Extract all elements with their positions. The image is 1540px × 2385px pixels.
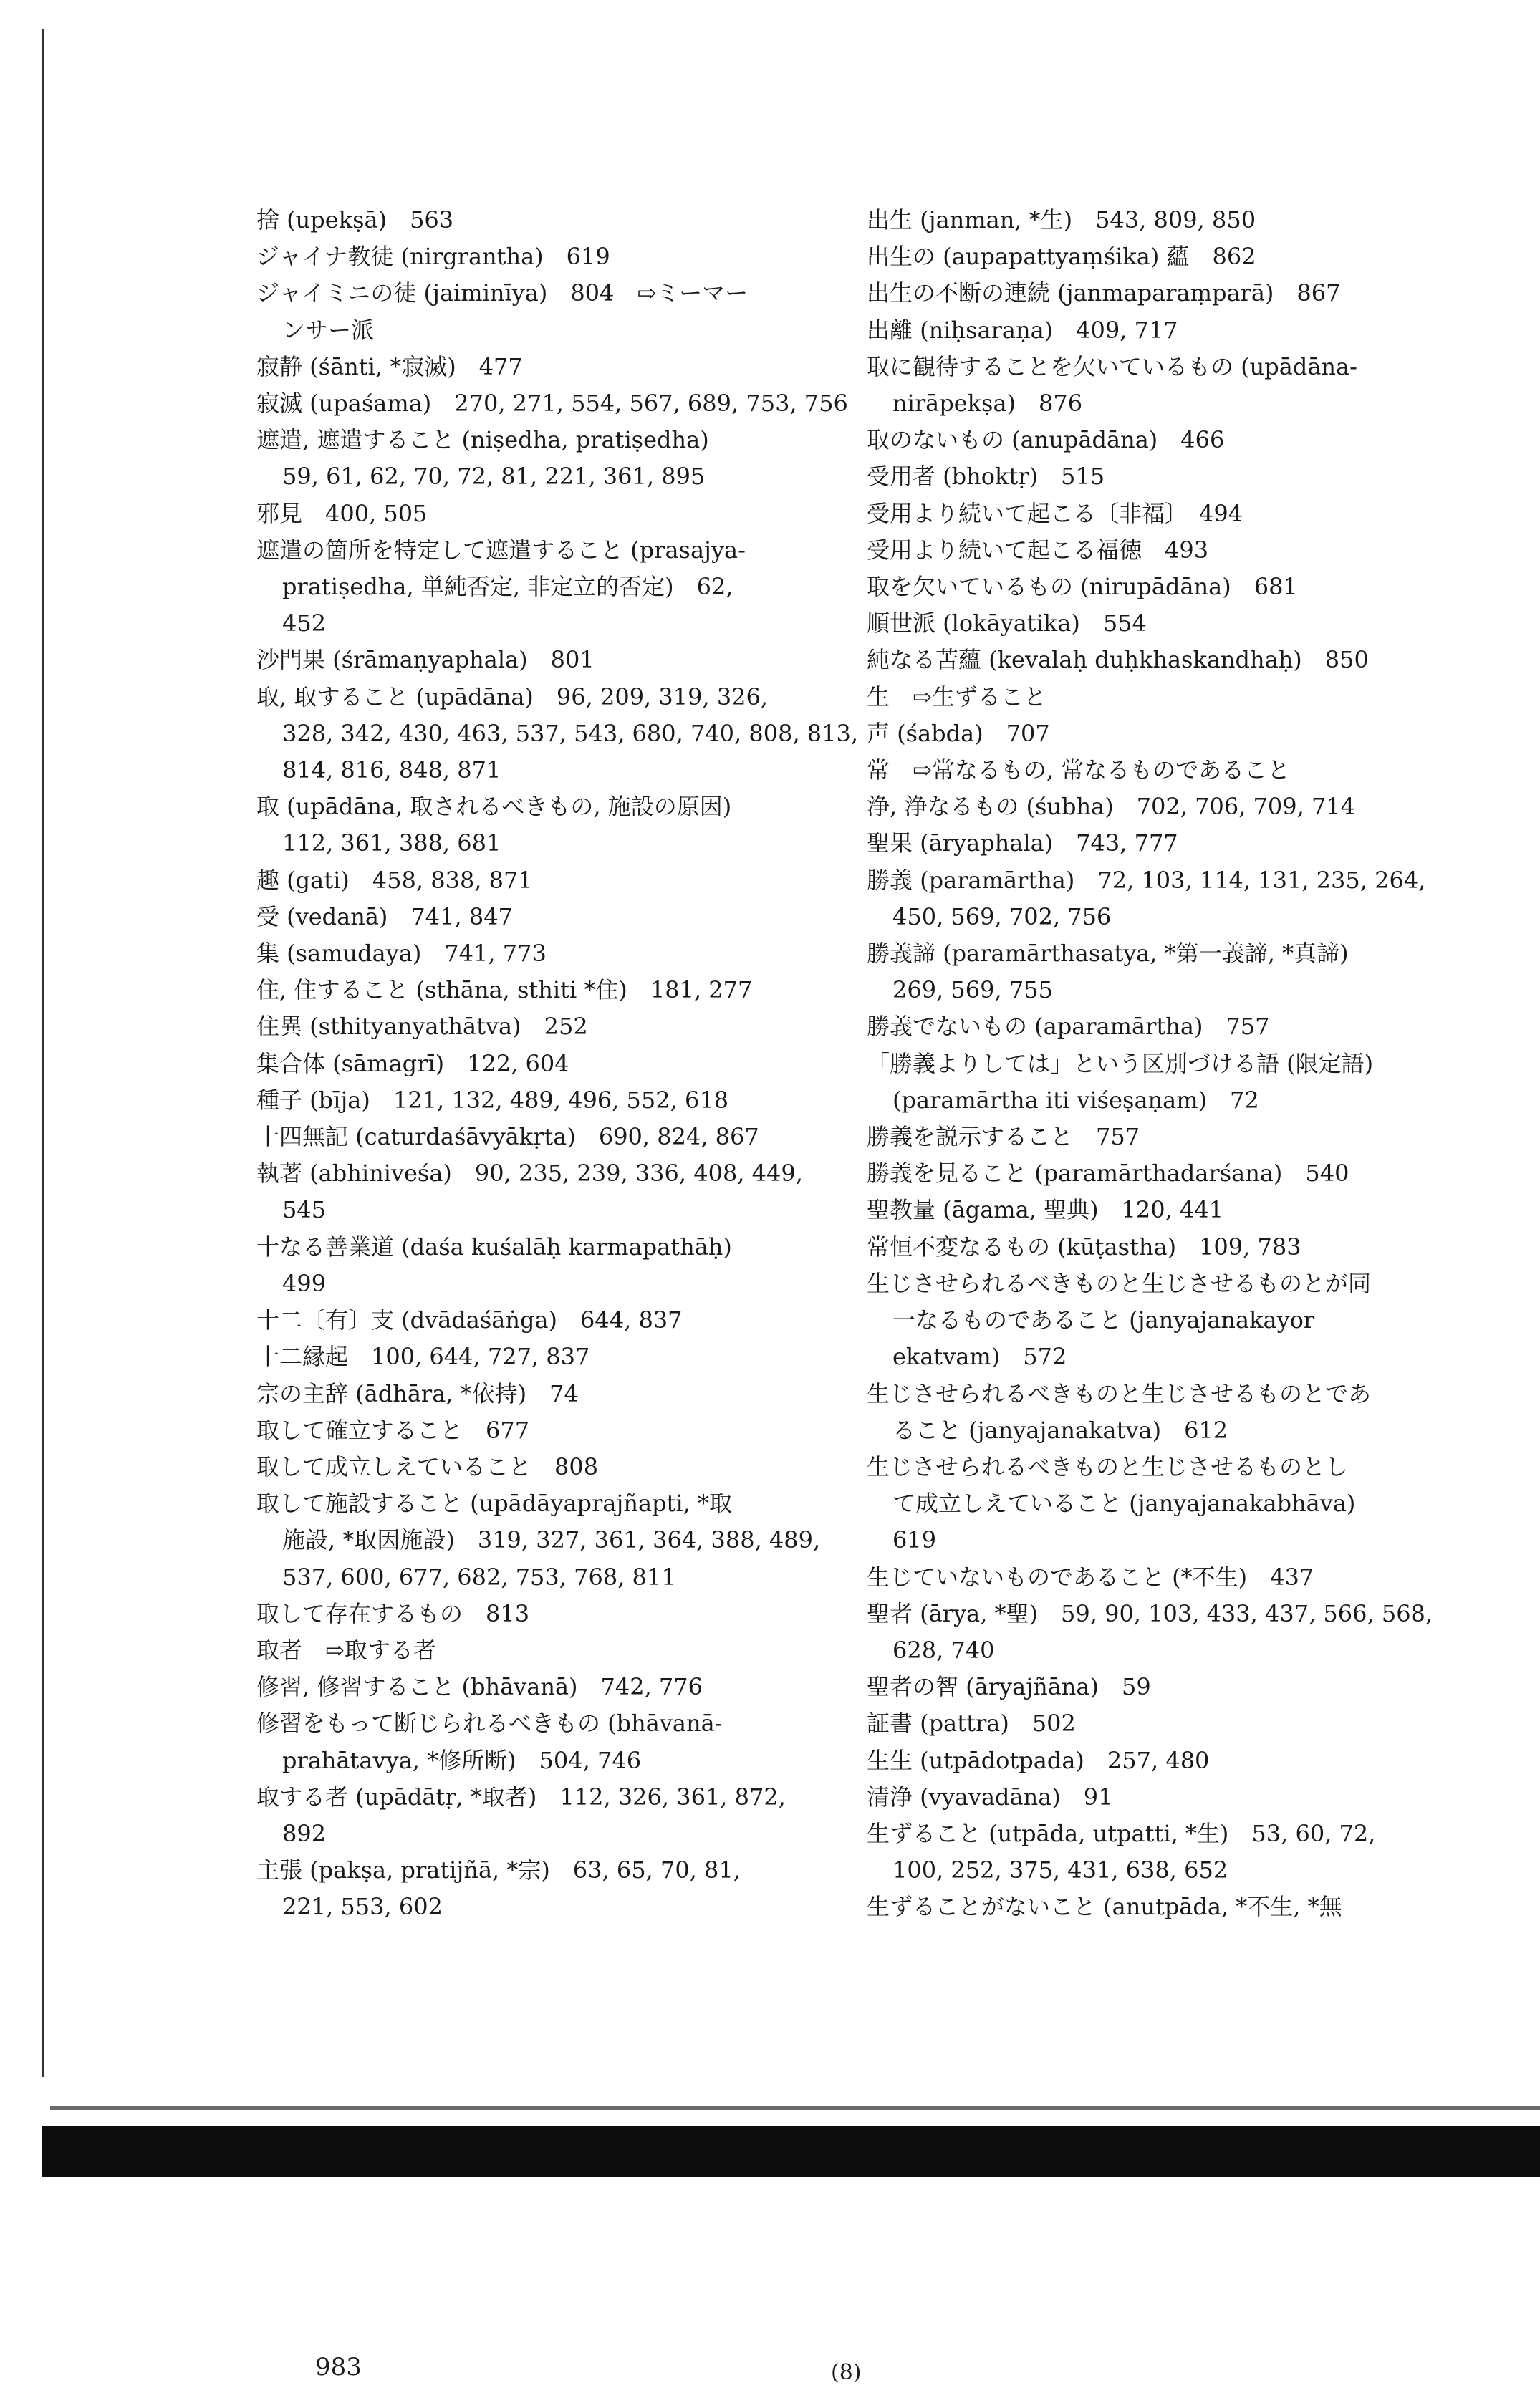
index-entry-line: 遮遣, 遮遣すること (niṣedha, pratiṣedha) <box>256 426 709 454</box>
index-entry-line: 執著 (abhiniveśa) 90, 235, 239, 336, 408, 449, <box>256 1160 803 1187</box>
scan-bottom-line <box>50 2106 1540 2110</box>
index-entry <box>256 1229 829 1302</box>
index-entry-line: 宗の主辞 (ādhāra, *依持) 74 <box>256 1379 579 1407</box>
index-entry-line: 住, 住すること (sthāna, sthiti *住) 181, 277 <box>256 976 753 1004</box>
index-entry-line: 十二〔有〕支 (dvādaśāṅga) 644, 837 <box>256 1306 683 1334</box>
index-entry-line: 取, 取すること (upādāna) 96, 209, 319, 326, <box>256 683 769 710</box>
index-entry-line: 取 (upādāna, 取されるべきもの, 施設の原因) <box>256 793 732 821</box>
index-entry <box>867 1559 1440 1596</box>
index-entry-line: 生 ⇨生ずること <box>867 683 1046 710</box>
index-entry <box>256 1485 829 1596</box>
index-entry <box>256 385 848 422</box>
index-entry-line: 純なる苦蘊 (kevalaḥ duḥkhaskandhaḥ) 850 <box>867 646 1369 674</box>
index-entry <box>867 752 1440 789</box>
index-entry-line: 出生の (aupapattyaṃśika) 蘊 862 <box>867 243 1256 271</box>
index-entry-line: ジャイナ教徒 (nirgrantha) 619 <box>256 243 610 271</box>
index-entry <box>256 1449 829 1485</box>
index-entry-continuation: 499 <box>282 1269 327 1297</box>
index-entry-line: 常恒不変なるもの (kūṭastha) 109, 783 <box>867 1233 1301 1261</box>
index-entry <box>256 1376 829 1412</box>
index-entry <box>867 605 1440 642</box>
index-entry <box>256 789 829 862</box>
index-entry <box>256 1669 829 1705</box>
index-entry-continuation: 814, 816, 848, 871 <box>282 756 501 784</box>
index-entry-line: 聖者 (ārya, *聖) 59, 90, 103, 433, 437, 566, 568, <box>867 1599 1433 1627</box>
index-entry-continuation: 221, 553, 602 <box>282 1893 443 1921</box>
index-entry-line: 十二縁起 100, 644, 727, 837 <box>256 1343 590 1371</box>
index-entry-continuation: 537, 600, 677, 682, 753, 768, 811 <box>282 1563 676 1591</box>
index-entry <box>256 1339 829 1375</box>
index-entry <box>256 1046 829 1082</box>
index-entry-line: 聖教量 (āgama, 聖典) 120, 441 <box>867 1196 1224 1224</box>
index-entry-continuation: 59, 61, 62, 70, 72, 81, 221, 361, 895 <box>282 463 706 491</box>
index-entry-continuation: (paramārtha iti viśeṣaṇam) 72 <box>892 1086 1259 1114</box>
index-entry <box>256 202 829 238</box>
index-entry <box>256 1779 829 1852</box>
page-number: 983 <box>315 2353 362 2381</box>
index-entry-continuation: て成立しえていること (janyajanakabhāva) <box>892 1490 1356 1518</box>
index-entry-line: 浄, 浄なるもの (śubha) 702, 706, 709, 714 <box>867 793 1356 821</box>
index-entry-line: 取して成立しえていること 808 <box>256 1452 599 1480</box>
index-entry-line: 十四無記 (caturdaśāvyākṛta) 690, 824, 867 <box>256 1123 759 1151</box>
index-entry-continuation: 892 <box>282 1819 327 1847</box>
index-entry-line: 修習, 修習すること (bhāvanā) 742, 776 <box>256 1673 703 1701</box>
index-entry <box>867 532 1440 569</box>
index-entry <box>867 312 1440 349</box>
scan-bottom-edge <box>42 2126 1540 2177</box>
index-entry-line: 勝義を説示すること 757 <box>867 1123 1140 1151</box>
index-entry <box>867 1266 1440 1376</box>
index-entry-line: 遮遣の箇所を特定して遮遣すること (prasajya- <box>256 536 746 564</box>
index-entry-line: 聖者の智 (āryajñāna) 59 <box>867 1673 1151 1701</box>
index-entry-line: 勝義でないもの (aparamārtha) 757 <box>867 1013 1270 1041</box>
index-entry-continuation: ンサー派 <box>282 316 375 344</box>
index-column-right <box>867 202 1440 1926</box>
index-entry <box>867 1705 1440 1742</box>
index-entry <box>256 1302 829 1339</box>
index-column-left <box>256 202 859 1926</box>
index-entry-line: 生じさせられるべきものと生じさせるものとが同 <box>867 1269 1372 1297</box>
index-entry <box>256 1705 829 1778</box>
index-entry <box>867 1449 1440 1559</box>
index-entry <box>256 1412 829 1449</box>
index-entry <box>867 1046 1440 1119</box>
index-entry <box>867 1889 1440 1925</box>
index-entry-line: 取して確立すること 677 <box>256 1416 530 1444</box>
index-entry <box>867 496 1440 532</box>
index-entry-continuation: 450, 569, 702, 756 <box>892 902 1112 930</box>
index-entry-continuation: 100, 252, 375, 431, 638, 652 <box>892 1856 1228 1884</box>
index-entry <box>867 679 1440 716</box>
index-entry-line: ジャイミニの徒 (jaiminīya) 804 ⇨ミーマー <box>256 279 749 307</box>
index-entry-line: 順世派 (lokāyatika) 554 <box>867 610 1147 637</box>
index-entry-continuation: 619 <box>892 1526 937 1554</box>
index-entry-continuation: 328, 342, 430, 463, 537, 543, 680, 740, 808, 813, <box>282 719 859 747</box>
index-entry <box>867 1229 1440 1266</box>
index-entry-line: 勝義 (paramārtha) 72, 103, 114, 131, 235, 264, <box>867 866 1426 894</box>
index-entry-continuation: 628, 740 <box>892 1636 995 1664</box>
index-entry-continuation: ekatvam) 572 <box>892 1343 1067 1371</box>
index-entry-line: 取する者 (upādātṛ, *取者) 112, 326, 361, 872, <box>256 1783 786 1811</box>
index-entry <box>256 935 829 972</box>
index-entry <box>256 899 829 935</box>
index-entry-line: 邪見 400, 505 <box>256 499 428 527</box>
index-entry <box>867 1816 1440 1889</box>
index-entry-line: 清浄 (vyavadāna) 91 <box>867 1783 1113 1811</box>
index-entry <box>867 1119 1440 1155</box>
index-entry-continuation: 施設, *取因施設) 319, 327, 361, 364, 388, 489, <box>282 1526 821 1554</box>
index-entry-line: 種子 (bīja) 121, 132, 489, 496, 552, 618 <box>256 1086 729 1114</box>
index-entry <box>256 349 829 385</box>
index-entry-continuation: 452 <box>282 610 327 637</box>
index-entry-continuation: prahātavya, *修所断) 504, 746 <box>282 1746 642 1774</box>
index-entry-line: 生ずることがないこと (anutpāda, *不生, *無 <box>867 1893 1342 1921</box>
index-entry <box>256 1082 829 1119</box>
index-entry <box>867 1376 1440 1449</box>
index-entry <box>256 1008 829 1045</box>
index-entry-line: 出生 (janman, *生) 543, 809, 850 <box>867 206 1256 233</box>
index-entry-line: 取のないもの (anupādāna) 466 <box>867 426 1225 454</box>
index-entry-line: 主張 (pakṣa, pratijñā, *宗) 63, 65, 70, 81, <box>256 1856 741 1884</box>
index-entry <box>256 532 829 642</box>
index-entry-line: 生じていないものであること (*不生) 437 <box>867 1563 1314 1591</box>
index-entry <box>256 1596 829 1632</box>
index-entry <box>256 1852 829 1925</box>
index-entry-line: 沙門果 (śrāmaṇyaphala) 801 <box>256 646 595 674</box>
index-entry <box>256 238 829 275</box>
index-entry <box>867 1779 1440 1816</box>
index-entry-line: 十なる善業道 (daśa kuśalāḥ karmapathāḥ) <box>256 1233 732 1261</box>
index-entry-line: 勝義を見ること (paramārthadarśana) 540 <box>867 1160 1349 1187</box>
index-entry <box>867 935 1440 1008</box>
index-entry-line: 修習をもって断じられるべきもの (bhāvanā- <box>256 1710 723 1738</box>
index-entry-line: 集合体 (sāmagrī) 122, 604 <box>256 1049 569 1077</box>
index-entry <box>867 458 1440 495</box>
index-entry <box>256 1119 829 1155</box>
index-entry-line: 捨 (upekṣā) 563 <box>256 206 454 233</box>
index-entry <box>867 569 1440 605</box>
index-entry-line: 寂静 (śānti, *寂滅) 477 <box>256 352 523 380</box>
index-entry-line: 生じさせられるべきものと生じさせるものとであ <box>867 1379 1372 1407</box>
index-entry-line: 趣 (gati) 458, 838, 871 <box>256 866 533 894</box>
index-entry-line: 住異 (sthityanyathātva) 252 <box>256 1013 588 1041</box>
index-entry-line: 受用者 (bhoktṛ) 515 <box>867 463 1105 491</box>
index-entry-continuation: 545 <box>282 1196 327 1224</box>
index-entry-line: 取に観待することを欠いているもの (upādāna- <box>867 352 1357 380</box>
index-entry <box>867 1155 1440 1192</box>
index-entry-line: 勝義諦 (paramārthasatya, *第一義諦, *真諦) <box>867 940 1349 968</box>
index-entry <box>867 716 1440 752</box>
index-entry-line: 取して施設すること (upādāyaprajñapti, *取 <box>256 1490 732 1518</box>
index-entry-line: 声 (śabda) 707 <box>867 719 1050 747</box>
index-entry-line: 出離 (niḥsaraṇa) 409, 717 <box>867 316 1178 344</box>
index-entry <box>256 862 829 899</box>
index-entry <box>256 642 829 678</box>
index-entry-line: 聖果 (āryaphala) 743, 777 <box>867 829 1178 857</box>
index-entry-continuation: pratiṣedha, 単純否定, 非定立的否定) 62, <box>282 573 733 601</box>
index-entry-line: 集 (samudaya) 741, 773 <box>256 940 547 968</box>
folio-number: (8) <box>831 2360 862 2385</box>
index-entry-line: 生生 (utpādotpada) 257, 480 <box>867 1746 1210 1774</box>
index-entry <box>867 238 1440 275</box>
index-entry <box>256 275 829 348</box>
index-entry <box>256 1632 829 1669</box>
index-entry <box>256 1155 829 1228</box>
index-entry <box>867 1192 1440 1228</box>
index-entry <box>256 422 829 495</box>
index-entry <box>256 496 829 532</box>
index-entry-line: 受用より続いて起こる福徳 493 <box>867 536 1209 564</box>
index-entry-line: 生じさせられるべきものと生じさせるものとし <box>867 1452 1349 1480</box>
index-entry <box>867 275 1440 312</box>
index-entry-line: 取を欠いているもの (nirupādāna) 681 <box>867 573 1298 601</box>
index-entry <box>867 349 1440 422</box>
index-entry-line: 常 ⇨常なるもの, 常なるものであること <box>867 756 1291 784</box>
index-entry <box>867 422 1440 458</box>
index-entry-line: 証書 (pattra) 502 <box>867 1710 1076 1738</box>
index-entry-continuation: 112, 361, 388, 681 <box>282 829 501 857</box>
index-entry <box>867 862 1440 935</box>
index-entry-line: 受用より続いて起こる〔非福〕 494 <box>867 499 1243 527</box>
index-entry-line: 寂滅 (upaśama) 270, 271, 554, 567, 689, 753, 756 <box>256 390 848 418</box>
index-entry-line: 生ずること (utpāda, utpatti, *生) 53, 60, 72, <box>867 1819 1376 1847</box>
index-entry <box>867 1008 1440 1045</box>
index-entry <box>867 642 1440 678</box>
index-entry <box>256 972 829 1008</box>
index-entry-continuation: ること (janyajanakatva) 612 <box>892 1416 1228 1444</box>
index-entry <box>867 825 1440 862</box>
index-entry <box>867 1596 1440 1669</box>
index-entry <box>256 679 859 789</box>
index-entry-line: 取者 ⇨取する者 <box>256 1636 436 1664</box>
index-entry-line: 取して存在するもの 813 <box>256 1599 530 1627</box>
index-entry <box>867 202 1440 238</box>
index-entry <box>867 1669 1440 1705</box>
index-entry-line: 受 (vedanā) 741, 847 <box>256 902 513 930</box>
scan-left-edge <box>42 29 44 2077</box>
index-entry-line: 出生の不断の連続 (janmaparaṃparā) 867 <box>867 279 1341 307</box>
index-entry-continuation: nirāpekṣa) 876 <box>892 390 1083 418</box>
index-entry <box>867 1743 1440 1779</box>
index-entry-continuation: 一なるものであること (janyajanakayor <box>892 1306 1315 1334</box>
index-entry <box>867 789 1440 825</box>
index-entry-continuation: 269, 569, 755 <box>892 976 1053 1004</box>
index-entry-line: 「勝義よりしては」という区別づける語 (限定語) <box>867 1049 1374 1077</box>
